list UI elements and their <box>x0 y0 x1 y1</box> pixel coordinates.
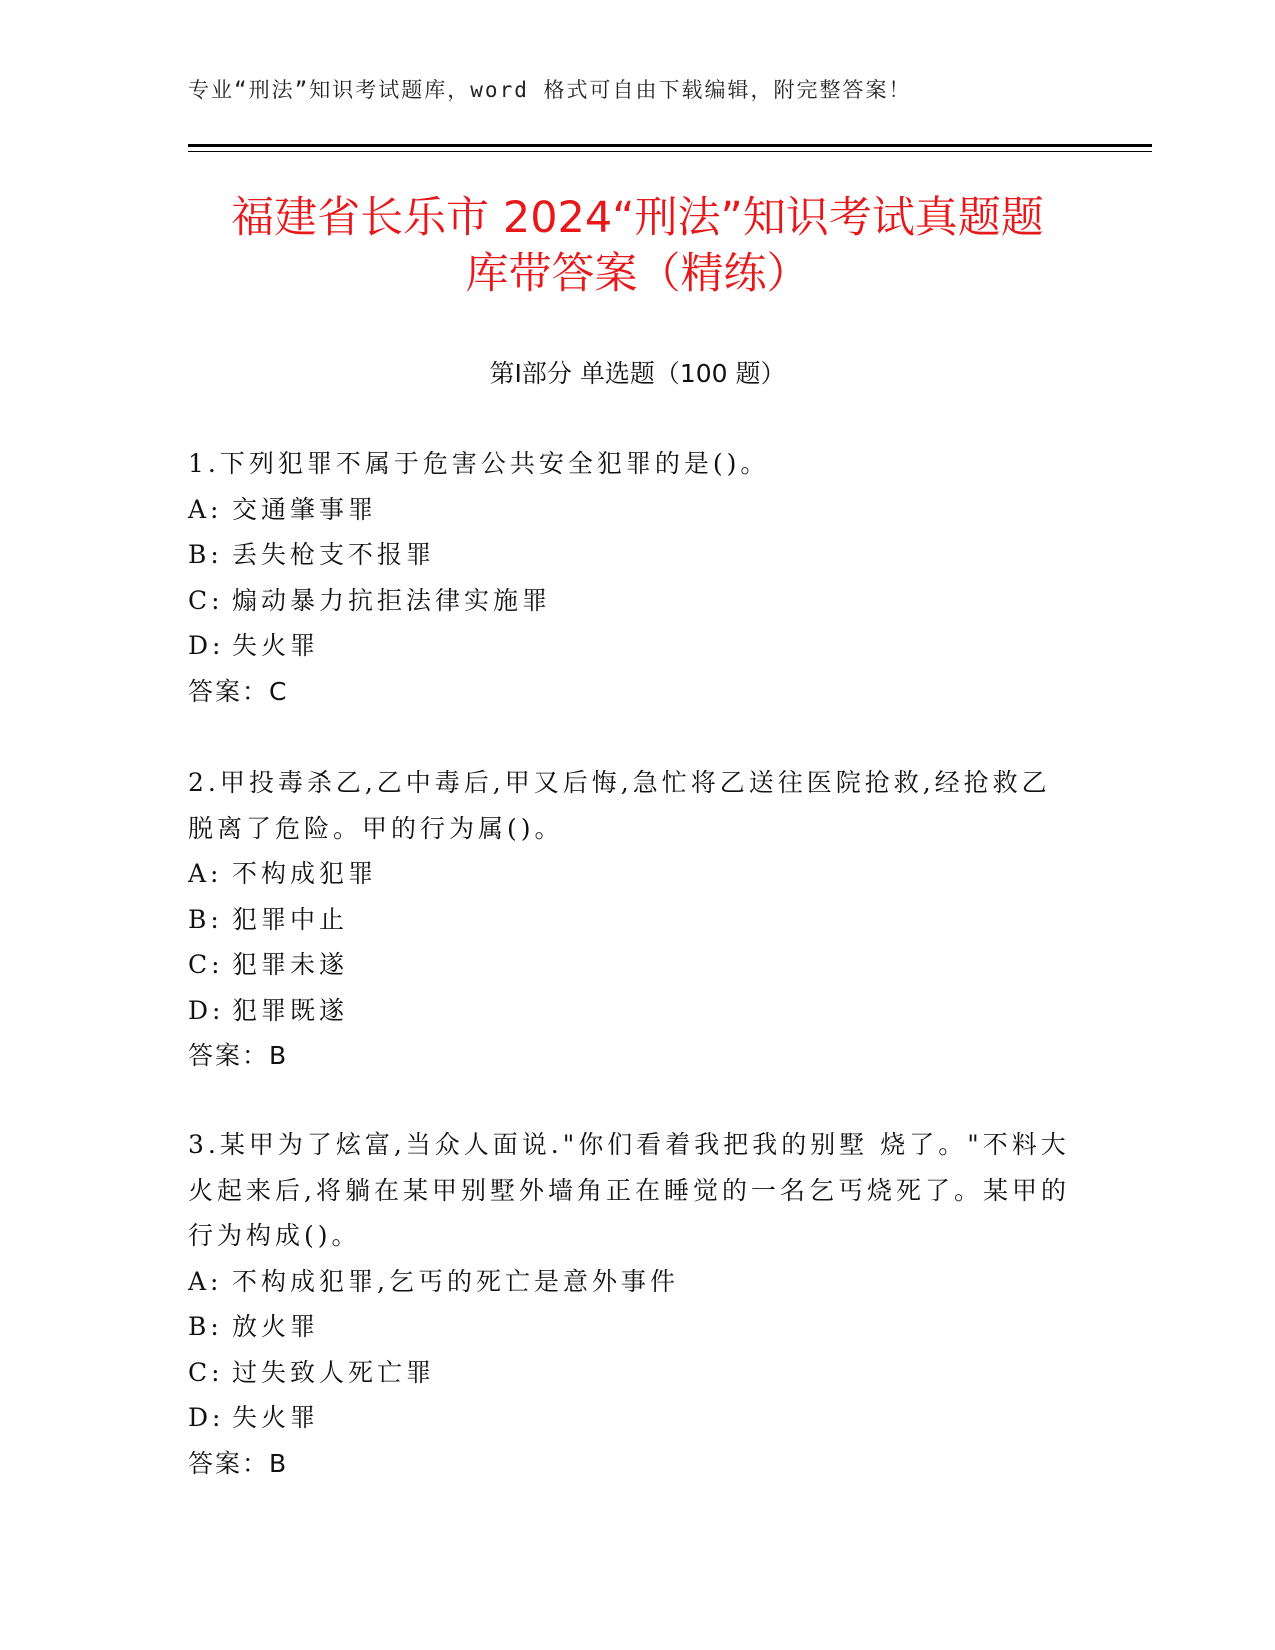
option-d <box>188 623 1088 669</box>
option-b <box>188 532 1088 578</box>
question-3 <box>188 1122 1088 1486</box>
title-line-1: 福建省长乐市 2024“刑法”知识考试真题题 <box>231 193 1044 243</box>
document-title <box>170 190 1105 302</box>
option-c <box>188 942 1088 988</box>
option-text: 不构成犯罪,乞丐的死亡是意外事件 <box>232 1266 679 1296</box>
option-c <box>188 578 1088 624</box>
header-divider-thick <box>188 144 1152 147</box>
option-b <box>188 897 1088 943</box>
section-title: 第Ⅰ部分 单选题（100 题） <box>489 359 786 388</box>
option-d <box>188 1395 1088 1441</box>
option-a <box>188 487 1088 533</box>
question-stem-line-3: 行为构成()。 <box>188 1221 361 1250</box>
question-stem-line-2: 火起来后,将躺在某甲别墅外墙角正在睡觉的一名乞丐烧死了。某甲的 <box>188 1175 1070 1205</box>
option-text: 不构成犯罪 <box>232 859 378 888</box>
option-key: A: <box>188 859 223 888</box>
answer-line: 答案：B <box>188 1041 289 1070</box>
option-text: 犯罪未遂 <box>232 950 349 979</box>
option-key: D: <box>188 631 225 660</box>
title-line-2: 库带答案（精练） <box>465 249 810 299</box>
option-key: A: <box>188 1266 223 1296</box>
option-text: 犯罪既遂 <box>232 995 349 1025</box>
option-key: B: <box>188 904 223 934</box>
option-d <box>188 988 1088 1034</box>
option-a <box>188 1259 1088 1305</box>
option-text: 丢失枪支不报罪 <box>232 540 436 569</box>
question-stem-line-2: 脱离了危险。甲的行为属()。 <box>188 813 564 843</box>
option-key: C: <box>188 585 224 615</box>
option-key: D: <box>188 995 225 1025</box>
question-stem-line-1: 3.某甲为了炫富,当众人面说."你们看着我把我的别墅 烧了。"不料大 <box>188 1130 1070 1159</box>
option-text: 失火罪 <box>232 631 320 660</box>
option-text: 煽动暴力抗拒法律实施罪 <box>232 585 552 615</box>
option-key: B: <box>188 540 223 569</box>
option-text: 交通肇事罪 <box>232 494 378 524</box>
option-c <box>188 1350 1088 1396</box>
option-key: C: <box>188 950 224 979</box>
option-text: 犯罪中止 <box>232 904 349 934</box>
option-text: 失火罪 <box>232 1403 320 1432</box>
answer-line: 答案：C <box>188 676 289 706</box>
option-b <box>188 1304 1088 1350</box>
option-text: 放火罪 <box>232 1312 320 1341</box>
option-key: B: <box>188 1312 223 1341</box>
header-note: 专业“刑法”知识考试题库，word 格式可自由下载编辑，附完整答案！ <box>188 78 912 102</box>
question-stem-line-1: 2.甲投毒杀乙,乙中毒后,甲又后悔,急忙将乙送往医院抢救,经抢救乙 <box>188 768 1051 797</box>
option-a <box>188 851 1088 897</box>
question-1 <box>188 441 1088 714</box>
answer-line: 答案：B <box>188 1448 289 1478</box>
question-2 <box>188 760 1088 1079</box>
option-key: D: <box>188 1403 225 1432</box>
option-key: A: <box>188 494 223 524</box>
option-key: C: <box>188 1357 224 1387</box>
question-stem: 1.下列犯罪不属于危害公共安全犯罪的是()。 <box>188 449 770 478</box>
option-text: 过失致人死亡罪 <box>232 1357 436 1387</box>
header-divider-thin <box>188 151 1152 152</box>
